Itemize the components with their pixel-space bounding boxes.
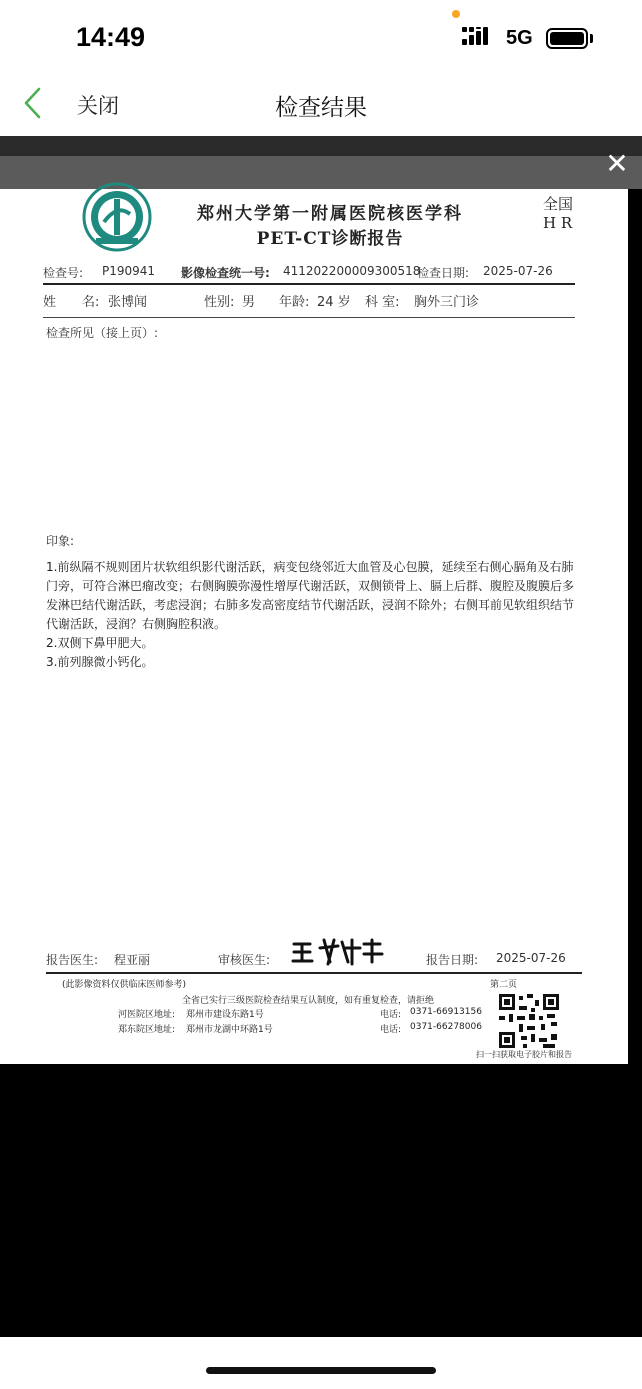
campus1-address: 郑州市建设东路1号	[186, 1010, 264, 1020]
close-icon[interactable]: ✕	[605, 147, 629, 180]
exam-date-label: 检查日期:	[417, 266, 470, 280]
status-bar	[0, 0, 642, 70]
qr-code-icon[interactable]	[497, 992, 561, 1050]
home-indicator[interactable]	[206, 1367, 436, 1374]
patient-info-row	[43, 291, 583, 309]
findings-label: 检查所见（接上页）:	[46, 326, 159, 340]
exam-no: P190941	[102, 264, 156, 278]
impression-item: 1.前纵隔不规则团片状软组织影代谢活跃，病变包绕邻近大血管及心包膜，延续至右侧心膈角及右肺门旁，可符合淋巴瘤改变；右侧胸膜弥漫性增厚代谢活跃，双侧锁骨上、膈上后群、腹腔及腹膜后多发淋巴结代谢活跃，考虑浸润；右肺多发高密度结节代谢活跃，浸润不除外；右侧耳前见软组织结节代谢活跃，浸润？右侧胸腔积液。	[46, 560, 575, 631]
impression-label: 印象:	[46, 534, 75, 548]
campus1-phone: 0371-66913156	[410, 1007, 482, 1017]
mutual-recognition-notice: 全省已实行三级医院检查结果互认制度，如有重复检查，请拒绝	[182, 996, 435, 1006]
home-bar-area	[0, 1337, 642, 1389]
impression-item: 3.前列腺微小钙化。	[46, 655, 154, 669]
viewer-top-strip	[0, 136, 642, 156]
name-label: 姓 名:	[43, 295, 100, 310]
national-line-1: 全国	[543, 195, 574, 213]
campus1-phone-label: 电话:	[380, 1010, 402, 1020]
reporter-label: 报告医生:	[46, 953, 99, 967]
dept-label: 科 室:	[365, 295, 400, 310]
divider	[43, 283, 575, 285]
national-mutual-recognition-mark	[543, 195, 583, 233]
divider	[43, 317, 575, 318]
qr-caption: 扫一扫获取电子胶片和报告	[476, 1050, 572, 1059]
page-label: 第二页	[490, 980, 518, 990]
campus2-phone: 0371-66278006	[410, 1022, 482, 1032]
sex-label: 性别:	[204, 295, 235, 310]
exam-no-label: 检查号:	[43, 266, 84, 280]
age-label: 年龄:	[279, 295, 310, 310]
signal-strength-icon	[462, 27, 496, 49]
report-date-label: 报告日期:	[426, 953, 479, 967]
page-title: 检查结果	[275, 95, 367, 121]
privacy-indicator-dot	[452, 10, 460, 18]
network-type: 5G	[506, 27, 533, 49]
reporter-name: 程亚丽	[114, 953, 151, 967]
status-time: 14:49	[76, 22, 146, 52]
close-button[interactable]: 关闭	[77, 94, 119, 118]
image-id: 411202200009300518	[283, 264, 421, 278]
reviewer-signature	[290, 934, 386, 968]
hospital-name: 郑州大学第一附属医院核医学科	[197, 204, 463, 224]
campus2-phone-label: 电话:	[380, 1025, 402, 1035]
disclaimer: (此影像资料仅供临床医师参考)	[62, 980, 187, 990]
hospital-logo-icon	[82, 182, 152, 252]
patient-name: 张博闻	[108, 295, 148, 310]
battery-tip	[590, 34, 593, 43]
impression-item: 2.双侧下鼻甲肥大。	[46, 636, 154, 650]
patient-age: 24 岁	[317, 295, 351, 310]
campus2-label: 郑东院区地址:	[118, 1025, 176, 1035]
report-type: PET-CT诊断报告	[256, 229, 404, 249]
battery-icon	[546, 28, 588, 49]
campus1-label: 河医院区地址:	[118, 1010, 176, 1020]
report-date: 2025-07-26	[496, 951, 566, 965]
divider	[46, 972, 582, 974]
department: 胸外三门诊	[414, 295, 480, 310]
impression-text	[46, 558, 574, 672]
nav-bar	[0, 70, 642, 136]
exam-info-row	[43, 264, 583, 282]
image-id-label: 影像检查统一号:	[181, 266, 270, 280]
exam-date: 2025-07-26	[483, 264, 553, 278]
campus2-address: 郑州市龙湖中环路1号	[186, 1025, 273, 1035]
patient-sex: 男	[242, 295, 256, 310]
national-line-2: H R	[543, 214, 573, 232]
reviewer-label: 审核医生:	[218, 953, 271, 967]
